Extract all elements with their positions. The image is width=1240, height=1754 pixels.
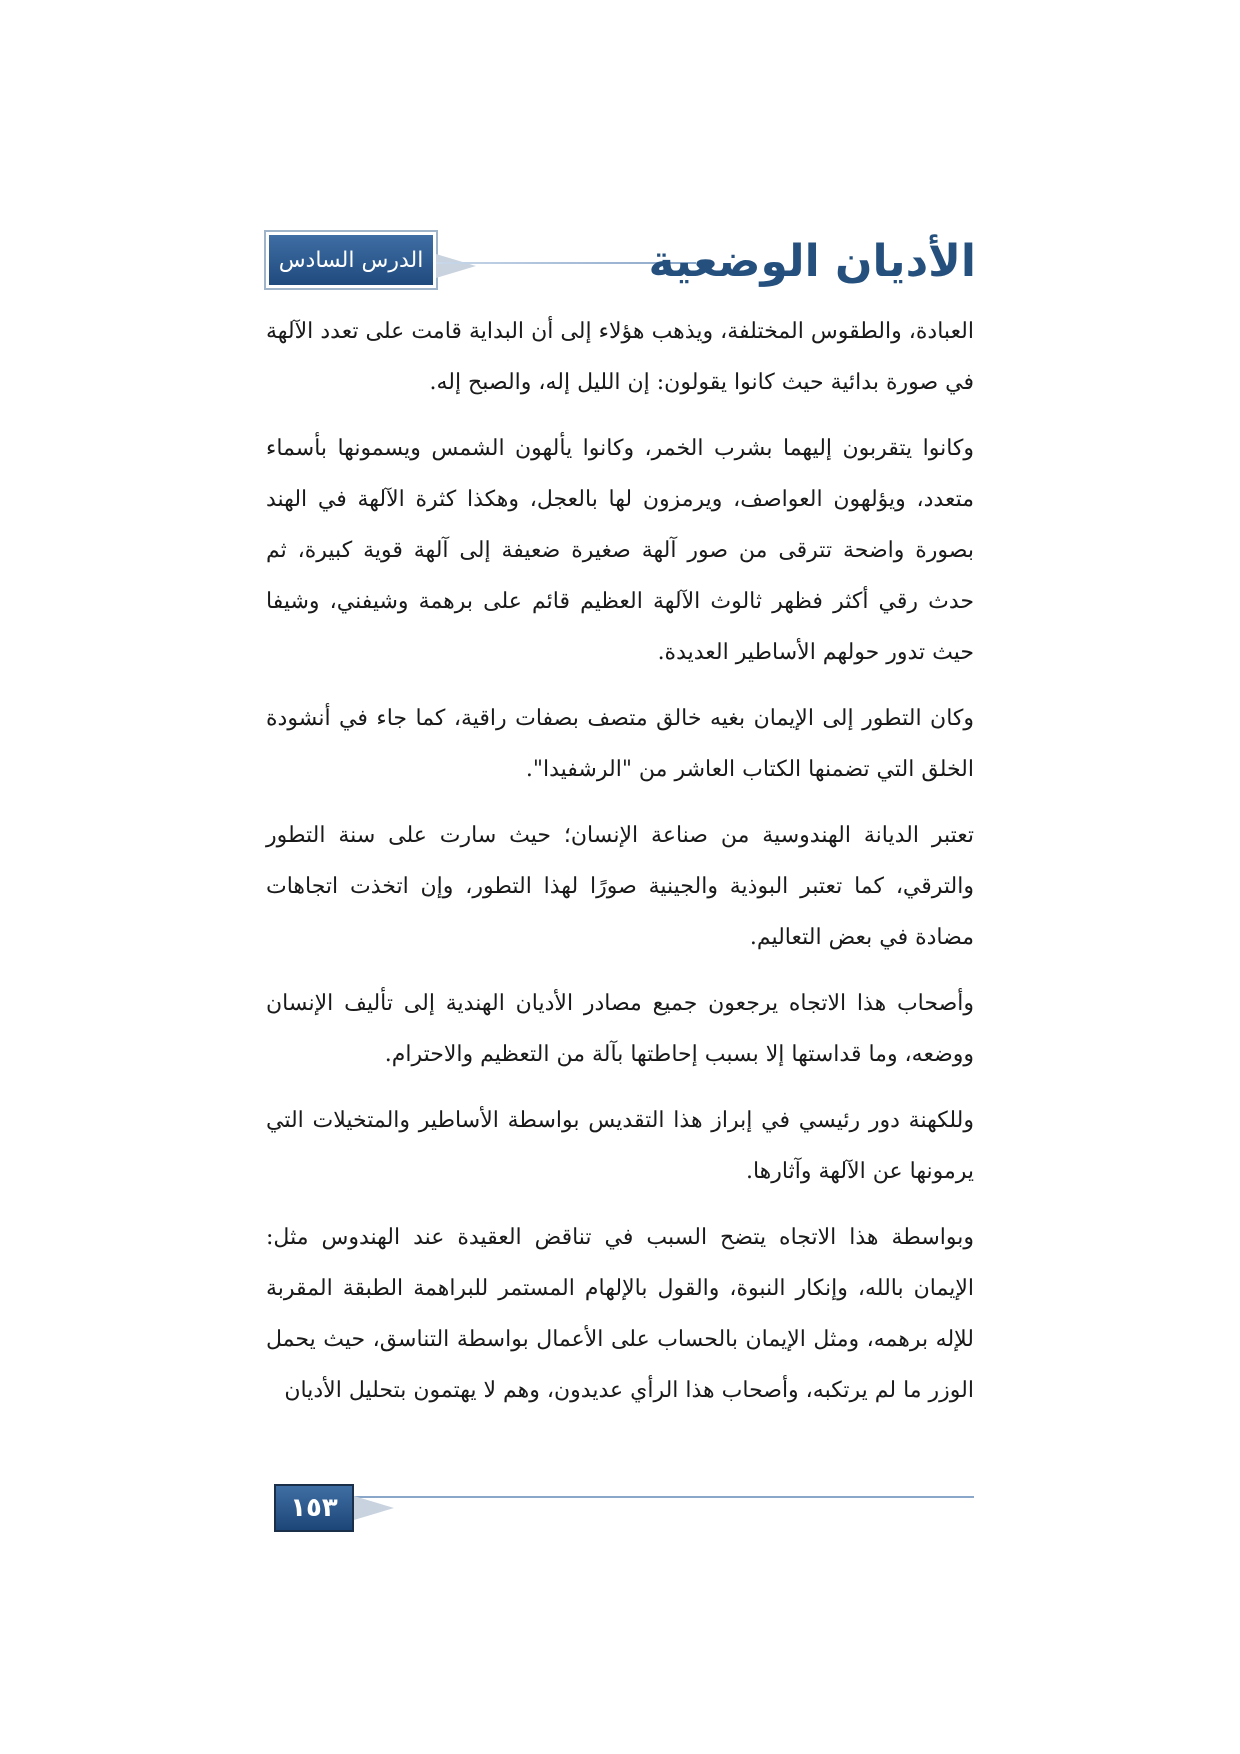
page-number: ١٥٣ — [274, 1484, 354, 1532]
paragraph: وللكهنة دور رئيسي في إبراز هذا التقديس بواسطة الأساطير والمتخيلات التي يرمونها عن الآلهة وآثارها. — [266, 1108, 974, 1184]
page-footer — [274, 1484, 974, 1536]
footer-decoration — [354, 1496, 394, 1520]
lesson-badge: الدرس السادس — [266, 232, 436, 288]
body-text — [266, 306, 974, 1431]
paragraph: وكان التطور إلى الإيمان بغيه خالق متصف بصفات راقية، كما جاء في أنشودة الخلق التي تضمنها الكتاب العاشر من "الرشفيدا". — [266, 706, 974, 782]
book-title: الأديان الوضعية — [648, 236, 976, 287]
paragraph: وكانوا يتقربون إليهما بشرب الخمر، وكانوا يألهون الشمس ويسمونها بأسماء متعدد، ويؤلهون العواصف، ويرمزون لها بالعجل، وهكذا كثرة الآلهة في الهند بصورة واضحة تترقى من صور آلهة صغيرة ضعيفة إلى آلهة قوية كبيرة، ثم حدث رقي أكثر فظهر ثالوث الآلهة العظيم قائم على برهمة وشيفني، وشيفا حيث تدور حولهم الأساطير العديدة. — [266, 436, 974, 665]
header-decoration — [436, 254, 476, 278]
page-header — [266, 226, 976, 298]
footer-rule — [354, 1496, 974, 1498]
paragraph: وبواسطة هذا الاتجاه يتضح السبب في تناقض العقيدة عند الهندوس مثل: الإيمان بالله، وإنكار النبوة، والقول بالإلهام المستمر للبراهمة الطبقة المقربة للإله برهمه، ومثل الإيمان بالحساب على الأعمال بواسطة التناسق، حيث يحمل الوزر ما لم يرتكبه، وأصحاب هذا الرأي عديدون، وهم لا يهتمون بتحليل الأديان — [266, 1225, 974, 1403]
paragraph: وأصحاب هذا الاتجاه يرجعون جميع مصادر الأديان الهندية إلى تأليف الإنسان ووضعه، وما قداستها إلا بسبب إحاطتها بآلة من التعظيم والاحترام. — [266, 991, 974, 1067]
paragraph: تعتبر الديانة الهندوسية من صناعة الإنسان؛ حيث سارت على سنة التطور والترقي، كما تعتبر البوذية والجينية صورًا لهذا التطور، وإن اتخذت اتجاهات مضادة في بعض التعاليم. — [266, 823, 974, 950]
paragraph: العبادة، والطقوس المختلفة، ويذهب هؤلاء إلى أن البداية قامت على تعدد الآلهة في صورة بدائية حيث كانوا يقولون: إن الليل إله، والصبح إله. — [266, 319, 974, 395]
